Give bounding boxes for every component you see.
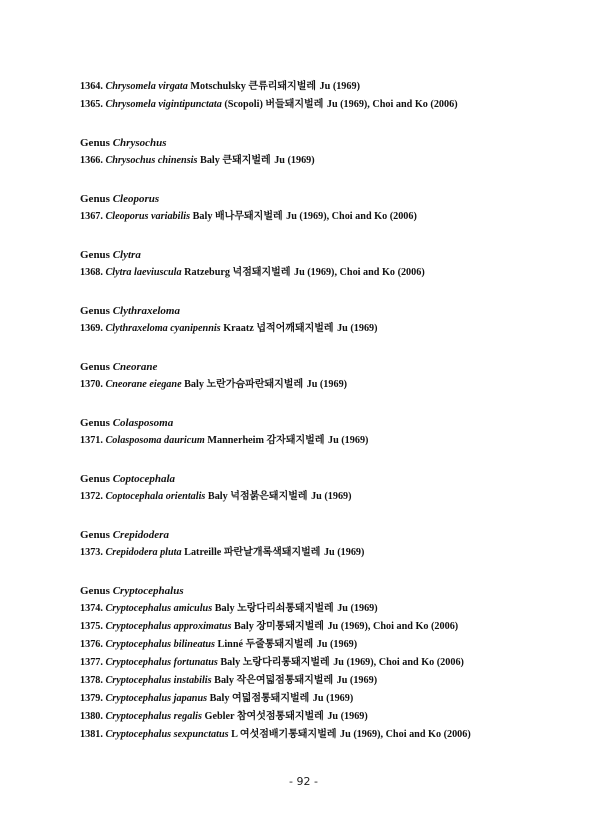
species-name: Crepidodera pluta [105,547,185,558]
references: Ju (1969) [336,675,378,686]
references: Ju (1969) [316,639,358,650]
species-entry [80,432,590,450]
entry-number: 1377. [80,657,106,668]
entry-number: 1364. [80,81,106,92]
species-author: Baly [184,379,207,390]
species-entry [80,152,590,170]
species-entry [80,726,590,744]
korean-name: 넉점돼지벌레 [232,267,294,278]
species-name: Chrysochus chinensis [105,155,201,166]
korean-name: 큰류리돼지벌레 [248,81,320,92]
species-name: Cryptocephalus sexpunctatus [105,729,232,740]
references: Ju (1969) [319,81,360,92]
references: Ju (1969) [311,491,352,502]
entry-number: 1367. [80,211,106,222]
references: Ju (1969), Choi and Ko (2006) [327,621,459,632]
species-entry [80,78,590,96]
genus-name: Colasposoma [112,417,174,429]
genus-prefix: Genus [80,305,113,317]
korean-name: 버들돼지벌레 [265,99,327,110]
genus-heading [80,414,590,432]
species-name: Chrysomela vigintipunctata [105,99,225,110]
species-author: Baly [220,657,243,668]
korean-name: 파란날개록색돼지벌레 [223,547,324,558]
genus-name: Chrysochus [112,137,167,149]
korean-name: 노랑다리통돼지벌레 [242,657,334,668]
species-author: Baly [200,155,223,166]
species-author: Baly [192,211,216,222]
entry-number: 1375. [80,621,106,632]
genus-prefix: Genus [80,193,113,205]
korean-name: 감자돼지벌레 [266,435,328,446]
korean-name: 여섯점배기통돼지벌레 [239,729,341,740]
species-entry [80,600,590,618]
species-author: Baly [209,693,233,704]
genus-block [80,246,590,282]
genus-prefix: Genus [80,585,113,597]
species-name: Cleoporus variabilis [105,211,193,222]
species-author: Kraatz [223,323,257,334]
species-name: Cryptocephalus approximatus [105,621,234,632]
species-author: Baly [233,621,257,632]
references: Ju (1969), Choi and Ko (2006) [293,267,425,278]
references: Ju (1969) [327,711,368,722]
species-author: Baly [207,491,231,502]
species-author: (Scopoli) [224,99,266,110]
entry-number: 1365. [80,99,106,110]
references: Ju (1969) [306,379,348,390]
species-name: Chrysomela virgata [105,81,191,92]
genus-block [80,78,590,114]
page-number: - 92 - [289,775,318,788]
genus-prefix: Genus [80,249,113,261]
genus-prefix: Genus [80,473,113,485]
entry-number: 1366. [80,155,106,166]
entry-number: 1378. [80,675,106,686]
entry-number: 1371. [80,435,106,446]
species-name: Clythraxeloma cyanipennis [105,323,224,334]
korean-name: 큰돼지벌레 [222,155,275,166]
references: Ju (1969) [337,603,378,614]
korean-name: 참여섯점통돼지벌레 [236,711,328,722]
entry-number: 1374. [80,603,106,614]
genus-block [80,526,590,562]
references: Ju (1969) [312,693,354,704]
korean-name: 두줄통돼지벌레 [245,639,317,650]
genus-block [80,302,590,338]
entry-number: 1369. [80,323,106,334]
entry-number: 1373. [80,547,106,558]
references: Ju (1969), Choi and Ko (2006) [326,99,458,110]
species-entry [80,708,590,726]
genus-block [80,470,590,506]
genus-heading [80,358,590,376]
genus-block [80,134,590,170]
species-name: Cneorane eiegane [105,379,185,390]
references: Ju (1969) [327,435,369,446]
references: Ju (1969) [274,155,315,166]
species-name: Cryptocephalus japanus [105,693,210,704]
genus-block [80,414,590,450]
references: Ju (1969), Choi and Ko (2006) [333,657,464,668]
species-entry [80,654,590,672]
genus-block [80,190,590,226]
species-author: Gebler [204,711,237,722]
genus-heading [80,526,590,544]
species-entry [80,690,590,708]
species-entry [80,544,590,562]
korean-name: 장미통돼지벌레 [256,621,328,632]
species-entry [80,96,590,114]
species-author: Baly [214,675,237,686]
genus-heading [80,190,590,208]
entry-number: 1376. [80,639,106,650]
korean-name: 노랑다리쇠통돼지벌레 [237,603,338,614]
species-name: Coptocephala orientalis [105,491,208,502]
species-list [80,78,590,764]
genus-name: Clythraxeloma [112,305,180,317]
species-entry [80,618,590,636]
species-entry [80,320,590,338]
species-name: Cryptocephalus bilineatus [105,639,218,650]
species-author: Latreille [184,547,224,558]
species-name: Cryptocephalus fortunatus [105,657,221,668]
entry-number: 1380. [80,711,106,722]
genus-prefix: Genus [80,361,113,373]
species-author: Mannerheim [207,435,267,446]
entry-number: 1372. [80,491,106,502]
genus-block [80,582,590,744]
species-name: Cryptocephalus regalis [105,711,205,722]
species-name: Cryptocephalus amiculus [105,603,215,614]
genus-prefix: Genus [80,529,113,541]
species-entry [80,636,590,654]
genus-prefix: Genus [80,417,113,429]
genus-name: Coptocephala [112,473,176,485]
species-entry [80,488,590,506]
entry-number: 1381. [80,729,106,740]
genus-name: Cleoporus [112,193,160,205]
species-author: L [231,729,240,740]
genus-heading [80,582,590,600]
species-author: Baly [214,603,238,614]
species-author: Ratzeburg [184,267,233,278]
species-name: Colasposoma dauricum [105,435,208,446]
genus-prefix: Genus [80,137,113,149]
korean-name: 작은여덟점통돼지벌레 [236,675,337,686]
genus-name: Cryptocephalus [112,585,184,597]
korean-name: 여덟점통돼지벌레 [232,693,313,704]
korean-name: 넙적어깨돼지벌레 [256,323,338,334]
genus-heading [80,470,590,488]
references: Ju (1969), Choi and Ko (2006) [340,729,471,740]
genus-heading [80,134,590,152]
species-entry [80,264,590,282]
genus-name: Crepidodera [112,529,169,541]
genus-name: Clytra [112,249,141,261]
genus-heading [80,246,590,264]
korean-name: 노란가슴파란돼지벌레 [206,379,307,390]
species-entry [80,672,590,690]
genus-heading [80,302,590,320]
genus-name: Cneorane [112,361,158,373]
entry-number: 1368. [80,267,106,278]
references: Ju (1969), Choi and Ko (2006) [286,211,417,222]
species-entry [80,376,590,394]
species-entry [80,208,590,226]
references: Ju (1969) [323,547,365,558]
entry-number: 1379. [80,693,106,704]
species-name: Cryptocephalus instabilis [105,675,215,686]
genus-block [80,358,590,394]
korean-name: 넉점붉은돼지벌레 [230,491,312,502]
references: Ju (1969) [337,323,378,334]
species-author: Linné [217,639,246,650]
entry-number: 1370. [80,379,106,390]
species-name: Clytra laeviuscula [105,267,185,278]
species-author: Motschulsky [190,81,249,92]
korean-name: 배나무돼지벌레 [215,211,287,222]
